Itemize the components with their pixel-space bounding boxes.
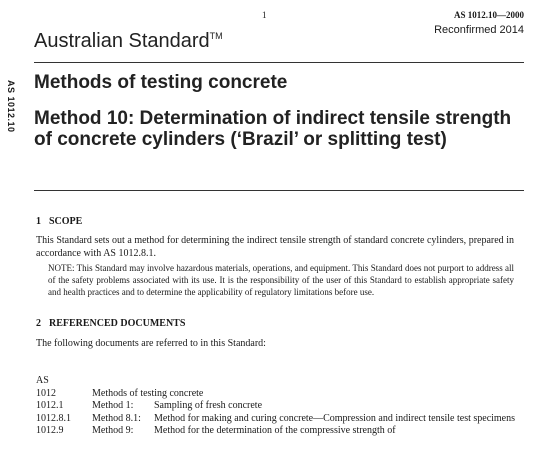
brand-title	[34, 30, 223, 53]
side-standard-label: AS 1012.10	[6, 80, 16, 133]
references-number: 2	[36, 318, 41, 329]
reference-title: Method for making and curing concrete—Compression and indirect tensile test specimens	[154, 412, 516, 424]
list-item	[36, 388, 516, 401]
reference-number: 1012	[36, 387, 56, 399]
standard-id: AS 1012.10—2000	[453, 10, 524, 20]
document-title: Methods of testing concrete	[34, 72, 288, 93]
references-intro: The following documents are referred to in this Standard:	[36, 338, 266, 349]
method-title: Method 10: Determination of indirect tensile strength of concrete cylinders (‘Brazil’ or splitting test)	[34, 108, 512, 150]
scope-number: 1	[36, 216, 41, 227]
list-item	[36, 413, 516, 426]
references-heading	[36, 318, 185, 329]
reconfirmed-date: Reconfirmed 2014	[434, 24, 524, 36]
reference-method: Method 8.1:	[92, 412, 141, 424]
reference-list	[36, 375, 516, 438]
references-heading-text: REFERENCED DOCUMENTS	[49, 318, 186, 329]
list-item	[36, 425, 516, 438]
reference-method: Method 1:	[92, 400, 134, 411]
reference-method: Method 9:	[92, 425, 134, 436]
reference-title: Sampling of fresh concrete	[154, 400, 263, 411]
brand-name: Australian Standard	[34, 30, 210, 52]
reference-number: 1012.1	[36, 400, 64, 411]
reference-number: 1012.8.1	[36, 412, 71, 424]
reference-number: 1012.9	[36, 425, 64, 436]
scope-note: NOTE: This Standard may involve hazardous materials, operations, and equipment. This Standard does not purport to address all of the safety problems associated with its use. It is the responsibility of the user of this Standard to establish appropriate safety and health practices and to determine the applicability of regulatory limitations before use.	[48, 263, 514, 297]
scope-heading-text: SCOPE	[49, 216, 83, 227]
title-divider	[34, 190, 524, 191]
trademark: TM	[209, 31, 223, 41]
scope-heading	[36, 216, 82, 227]
list-item	[36, 400, 516, 413]
page-number: 1	[262, 10, 267, 20]
reference-title: Methods of testing concrete	[92, 387, 204, 399]
scope-text: This Standard sets out a method for determining the indirect tensile strength of standard concrete cylinders, prepared in accordance with AS 1012.8.1.	[36, 235, 514, 259]
top-divider	[34, 62, 524, 63]
reference-title: Method for the determination of the compressive strength of	[154, 425, 396, 436]
reference-group-label: AS	[36, 375, 49, 386]
